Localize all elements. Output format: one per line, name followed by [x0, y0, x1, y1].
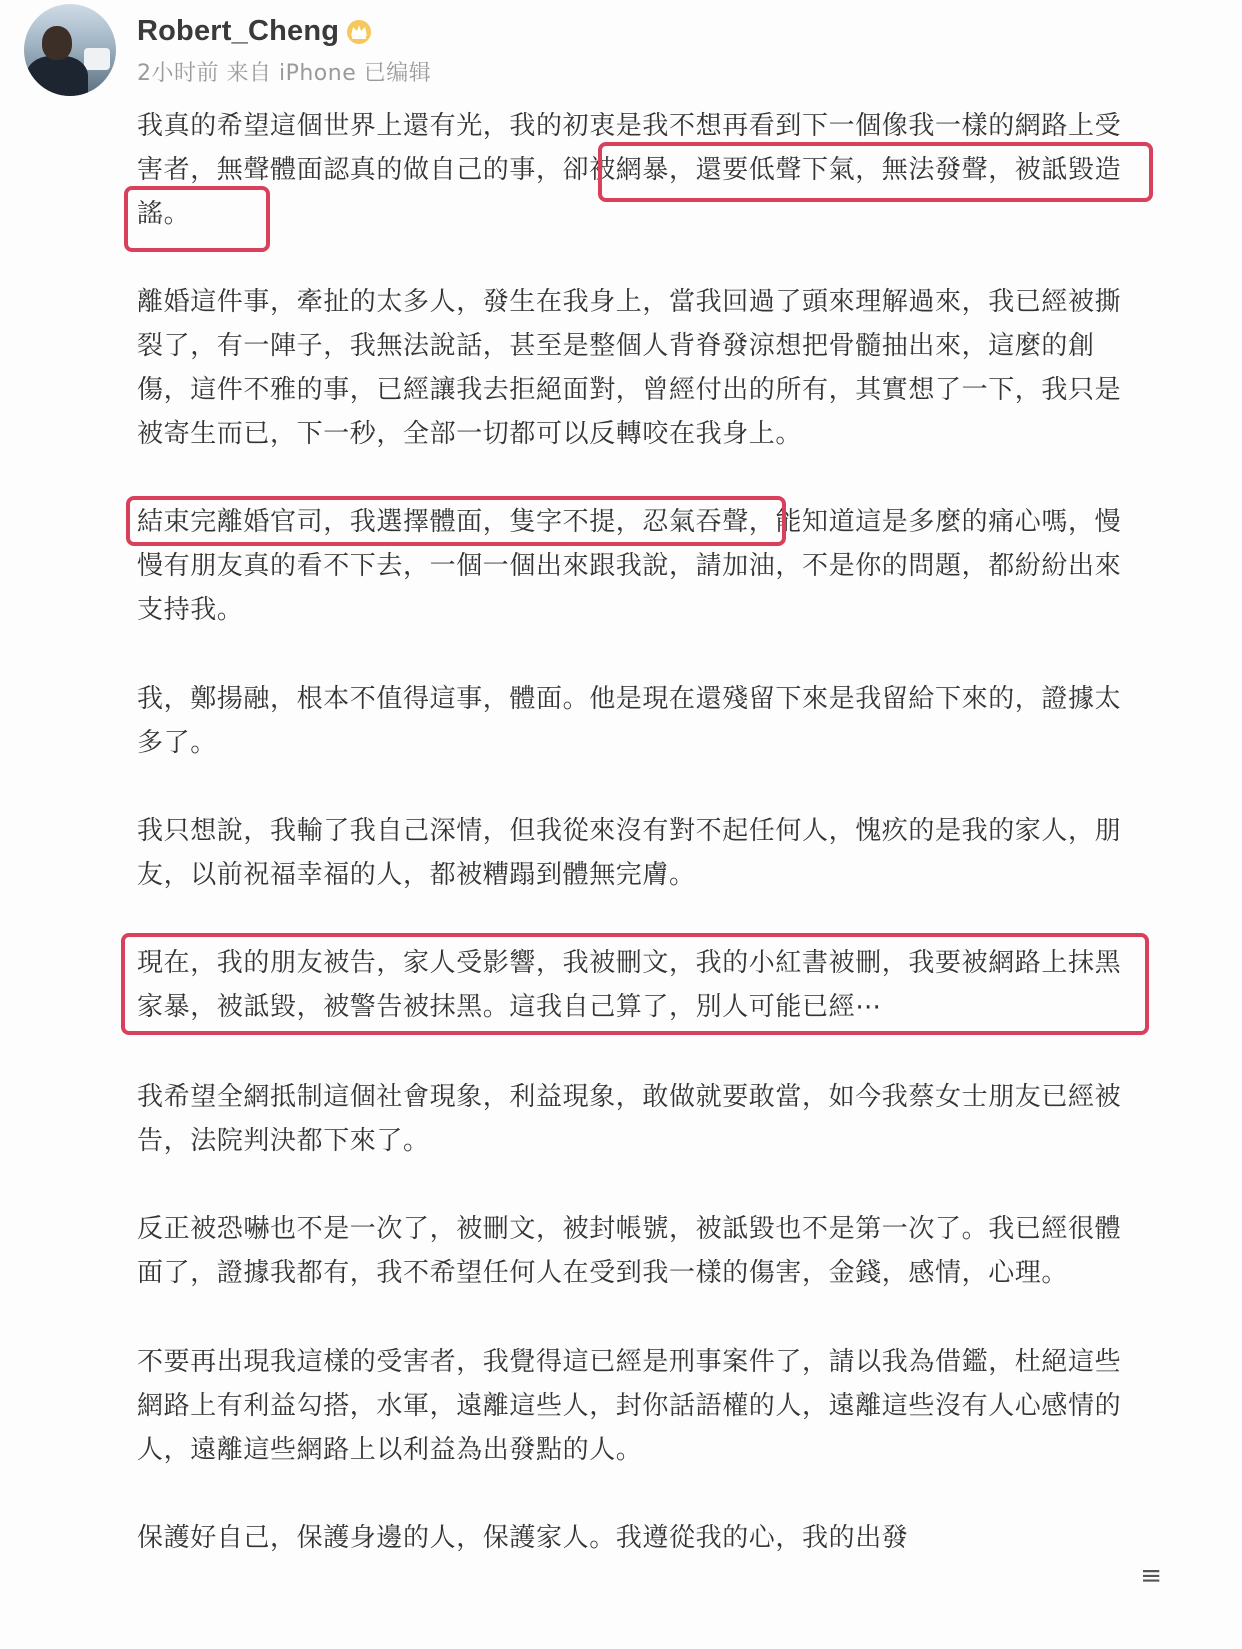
post-paragraph: 我真的希望這個世界上還有光，我的初衷是我不想再看到下一個像我一樣的網路上受害者，無聲體面認真的做自己的事，卻被網暴，還要低聲下氣，無法發聲，被詆毀造謠。 — [137, 111, 1122, 229]
post-paragraph: 結束完離婚官司，我選擇體面，隻字不提，忍氣吞聲，能知道這是多麼的痛心嗎，慢慢有朋友真的看不下去，一個一個出來跟我說，請加油，不是你的問題，都紛紛出來支持我。 — [137, 507, 1122, 625]
post-paragraph: 我希望全網抵制這個社會現象，利益現象，敢做就要敢當，如今我蔡女士朋友已經被告，法院判決都下來了。 — [137, 1082, 1122, 1156]
menu-icon[interactable]: ≡ — [1140, 1561, 1162, 1591]
post-paragraph: 我只想說，我輸了我自己深情，但我從來沒有對不起任何人，愧疚的是我的家人，朋友，以前祝福幸福的人，都被糟蹋到體無完膚。 — [137, 816, 1122, 890]
post-paragraph: 不要再出現我這樣的受害者，我覺得這已經是刑事案件了，請以我為借鑑，杜絕這些網路上有利益勾搭，水軍，遠離這些人，封你話語權的人，遠離這些沒有人心感情的人，遠離這些網路上以利益為出發點的人。 — [137, 1347, 1122, 1465]
crown-icon — [345, 17, 373, 45]
avatar[interactable] — [24, 4, 116, 96]
username[interactable]: Robert_Cheng — [137, 14, 340, 47]
author-row — [137, 8, 373, 54]
post-paragraph: 離婚這件事，牽扯的太多人，發生在我身上，當我回過了頭來理解過來，我已經被撕裂了，有一陣子，我無法說話，甚至是整個人背脊發涼想把骨髓抽出來，這麼的創傷，這件不雅的事，已經讓我去拒絕面對，曾經付出的所有，其實想了一下，我只是被寄生而已，下一秒，全部一切都可以反轉咬在我身上。 — [137, 287, 1122, 449]
post-paragraph: 我，鄭揚融，根本不值得這事，體面。他是現在還殘留下來是我留給下來的，證據太多了。 — [137, 684, 1122, 758]
post-paragraph: 反正被恐嚇也不是一次了，被刪文，被封帳號，被詆毀也不是第一次了。我已經很體面了，證據我都有，我不希望任何人在受到我一樣的傷害，金錢，感情，心理。 — [137, 1214, 1122, 1288]
post-paragraph: 保護好自己，保護身邊的人，保護家人。我遵從我的心，我的出發 — [137, 1523, 909, 1553]
post-meta: 2小时前 来自 iPhone 已编辑 — [137, 61, 432, 86]
post-paragraph: 現在，我的朋友被告，家人受影響，我被刪文，我的小紅書被刪，我要被網路上抹黑家暴，被詆毀，被警告被抹黑。這我自己算了，別人可能已經⋯ — [137, 948, 1122, 1022]
